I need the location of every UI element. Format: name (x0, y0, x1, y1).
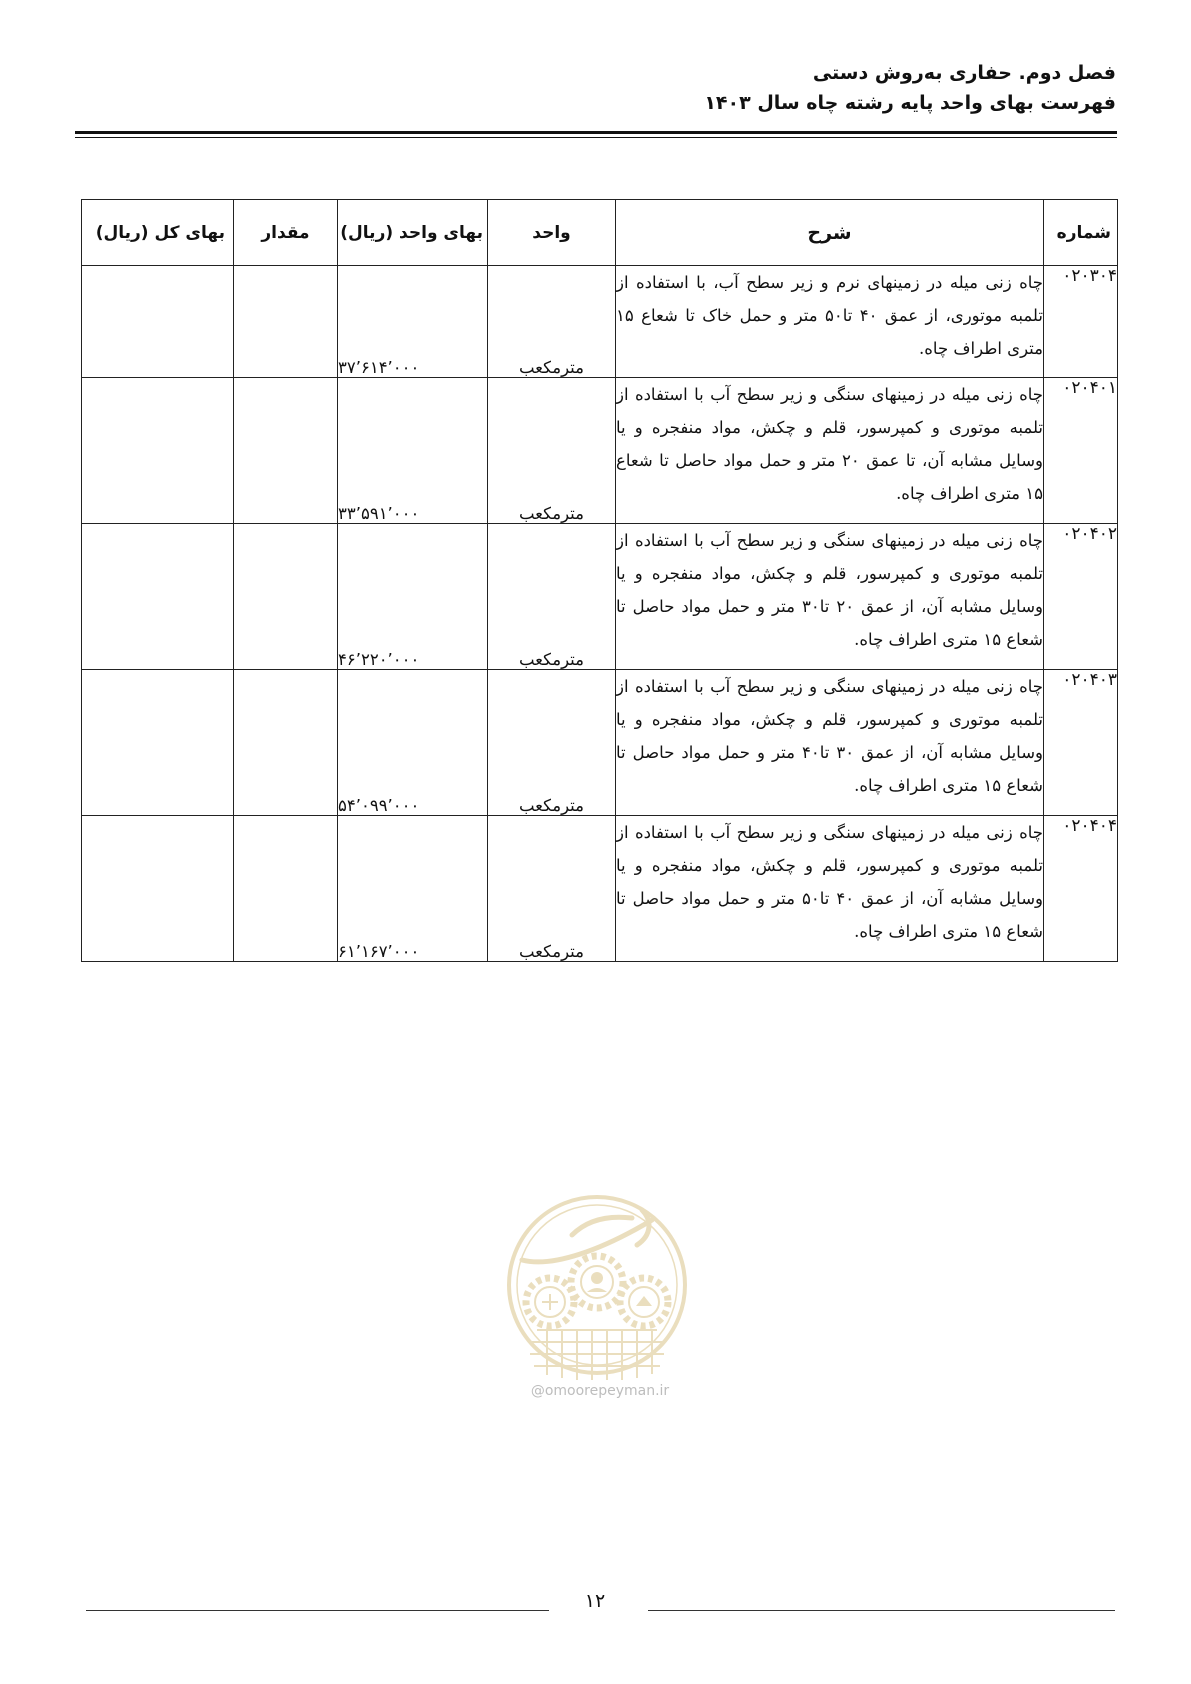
item-quantity (234, 670, 338, 816)
column-header-total-price: بهای کل (ریال) (82, 200, 234, 266)
watermark-logo-icon (502, 1190, 692, 1410)
column-header-unit-price: بهای واحد (ریال) (338, 200, 488, 266)
item-unit: مترمکعب (488, 266, 616, 378)
item-unit-price: ۴۶٬۲۲۰٬۰۰۰ (338, 524, 488, 670)
column-header-description: شرح (616, 200, 1044, 266)
table-row (82, 816, 1118, 962)
header-rule-thick (75, 131, 1117, 134)
footer-rule-right (648, 1610, 1115, 1611)
item-number: ۰۲۰۳۰۴ (1044, 266, 1118, 378)
watermark-site: @omoorepeyman.ir (530, 1383, 670, 1399)
item-unit: مترمکعب (488, 670, 616, 816)
column-header-number: شماره (1044, 200, 1118, 266)
table-header-row (82, 200, 1118, 266)
price-list-table (81, 199, 1118, 962)
item-quantity (234, 816, 338, 962)
item-number: ۰۲۰۴۰۳ (1044, 670, 1118, 816)
chapter-title: فصل دوم. حفاری به‌روش دستی (812, 62, 1116, 84)
item-number: ۰۲۰۴۰۱ (1044, 378, 1118, 524)
item-unit: مترمکعب (488, 524, 616, 670)
page-header (704, 58, 1116, 118)
header-rule-thin (75, 137, 1117, 138)
footer-rule-left (86, 1610, 549, 1611)
table-row (82, 670, 1118, 816)
item-number: ۰۲۰۴۰۴ (1044, 816, 1118, 962)
item-description: چاه زنی میله در زمینهای سنگی و زیر سطح آب با استفاده از تلمبه موتوری و کمپرسور، قلم و چکش، مواد منفجره و یا وسایل مشابه آن، از عمق ۲۰ تا۳۰ متر و حمل مواد حاصل تا شعاع ۱۵ متری اطراف چاه. (616, 524, 1044, 670)
column-header-quantity: مقدار (234, 200, 338, 266)
item-total-price (82, 816, 234, 962)
item-unit: مترمکعب (488, 378, 616, 524)
item-unit: مترمکعب (488, 816, 616, 962)
column-header-unit: واحد (488, 200, 616, 266)
item-total-price (82, 378, 234, 524)
item-description: چاه زنی میله در زمینهای سنگی و زیر سطح آب با استفاده از تلمبه موتوری و کمپرسور، قلم و چکش، مواد منفجره و یا وسایل مشابه آن، از عمق ۴۰ تا۵۰ متر و حمل مواد حاصل تا شعاع ۱۵ متری اطراف چاه. (616, 816, 1044, 962)
item-unit-price: ۵۴٬۰۹۹٬۰۰۰ (338, 670, 488, 816)
document-title: فهرست بهای واحد پایه رشته چاه سال ۱۴۰۳ (704, 92, 1116, 114)
item-total-price (82, 524, 234, 670)
item-quantity (234, 266, 338, 378)
item-total-price (82, 266, 234, 378)
item-unit-price: ۳۳٬۵۹۱٬۰۰۰ (338, 378, 488, 524)
table-row (82, 524, 1118, 670)
item-unit-price: ۶۱٬۱۶۷٬۰۰۰ (338, 816, 488, 962)
item-description: چاه زنی میله در زمینهای سنگی و زیر سطح آب با استفاده از تلمبه موتوری و کمپرسور، قلم و چکش، مواد منفجره و یا وسایل مشابه آن، از عمق ۳۰ تا۴۰ متر و حمل مواد حاصل تا شعاع ۱۵ متری اطراف چاه. (616, 670, 1044, 816)
page-number: ۱۲ (584, 1590, 606, 1612)
item-quantity (234, 378, 338, 524)
item-quantity (234, 524, 338, 670)
table-row (82, 266, 1118, 378)
item-unit-price: ۳۷٬۶۱۴٬۰۰۰ (338, 266, 488, 378)
item-number: ۰۲۰۴۰۲ (1044, 524, 1118, 670)
table-row (82, 378, 1118, 524)
item-total-price (82, 670, 234, 816)
item-description: چاه زنی میله در زمینهای سنگی و زیر سطح آب با استفاده از تلمبه موتوری و کمپرسور، قلم و چکش، مواد منفجره و یا وسایل مشابه آن، تا عمق ۲۰ متر و حمل مواد حاصل تا شعاع ۱۵ متری اطراف چاه. (616, 378, 1044, 524)
item-description: چاه زنی میله در زمینهای نرم و زیر سطح آب، با استفاده از تلمبه موتوری، از عمق ۴۰ تا۵۰ متر و حمل خاک تا شعاع ۱۵ متری اطراف چاه. (616, 266, 1044, 378)
